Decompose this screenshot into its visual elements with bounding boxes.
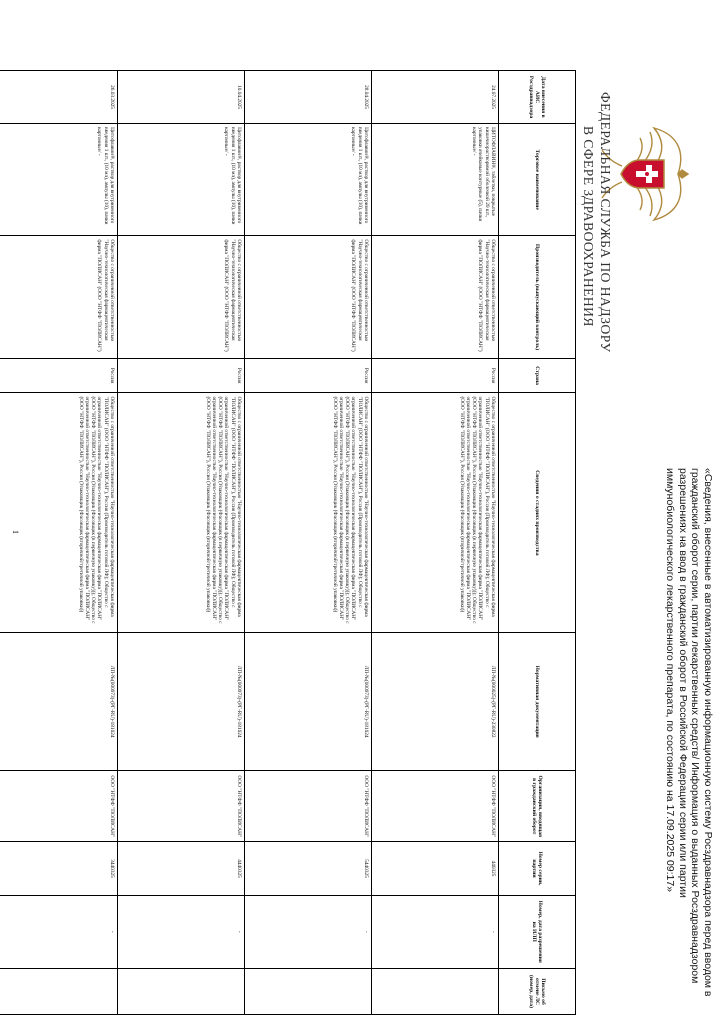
cell-norm-doc: ЛП-№(000973)-(РГ-RU)-181024 [118, 633, 245, 771]
cell-stages: Общество с ограниченной ответственностью "Научно-технологическая фармацевтическая фирма "ПОЛИСАН" (ООО "НТФФ "ПОЛИСАН"), Россия (Производитель готовой ЛФ); Общество с ограниченной ответственностью "Научно-технологическая фармацевтическая фирма "ПОЛИСАН" (ООО "НТФФ "ПОЛИСАН"), Россия (Упаковщик (Фасовщик (в первичную упаковку))); Общество с ограниченной ответственностью "Научно-технологическая фармацевтическая фирма "ПОЛИСАН" (ООО "НТФФ "ПОЛИСАН"), Россия (Упаковщик (Фасовщик (вторичной/третичной упаковки)) [245, 393, 372, 633]
agency-name-line1: ФЕДЕРАЛЬНАЯ СЛУЖБА ПО НАДЗОРУ [598, 92, 613, 353]
cell-batch: 440325 [372, 842, 499, 895]
cell-organization: ООО "НТФФ "ПОЛИСАН" [245, 771, 372, 842]
cell-ilp-permit: - [118, 895, 245, 968]
cell-country: Россия [372, 358, 499, 393]
col-header-organization: Организация, вводящая в гражданский оборот [499, 771, 576, 842]
cell-date: 26.03.2025 [0, 71, 118, 124]
col-header-batch: Номер серии, партии [499, 842, 576, 895]
cell-organization: ООО "НТФФ "ПОЛИСАН" [0, 771, 118, 842]
cell-batch: 4440325 [118, 842, 245, 895]
col-header-country: Страна [499, 358, 576, 393]
cell-manufacturer: Общество с ограниченной ответственностью "Научно-технологическая фармацевтическая фирма "ПОЛИСАН" (ООО "НТФФ "ПОЛИСАН") [118, 236, 245, 358]
col-header-trade-name: Торговое наименование [499, 124, 576, 236]
cell-country: Россия [118, 358, 245, 393]
cell-norm-doc: ЛП-№(000025)-(РГ-RU)-230822 [372, 633, 499, 771]
cell-stages: Общество с ограниченной ответственностью "Научно-технологическая фармацевтическая фирма "ПОЛИСАН" (ООО "НТФФ "ПОЛИСАН"), Россия (Производитель готовой ЛФ); Общество с ограниченной ответственностью "Научно-технологическая фармацевтическая фирма "ПОЛИСАН" (ООО "НТФФ "ПОЛИСАН"), Россия (Упаковщик (Фасовщик (в первичную упаковку))); Общество с ограниченной ответственностью "Научно-технологическая фармацевтическая фирма "ПОЛИСАН" (ООО "НТФФ "ПОЛИСАН"), Россия (Упаковщик (Фасовщик (вторичной/третичной упаковки)) [372, 393, 499, 633]
cell-cancel-letter [118, 969, 245, 1015]
table-row [372, 71, 499, 1015]
cell-country: Россия [0, 358, 118, 393]
col-header-stages: Сведения о стадиях производства [499, 393, 576, 633]
col-header-manufacturer: Производитель (выпускающий контроль) [499, 236, 576, 358]
cell-stages: Общество с ограниченной ответственностью "Научно-технологическая фармацевтическая фирма "ПОЛИСАН" (ООО "НТФФ "ПОЛИСАН"), Россия (Производитель готовой ЛФ); Общество с ограниченной ответственностью "Научно-технологическая фармацевтическая фирма "ПОЛИСАН" (ООО "НТФФ "ПОЛИСАН"), Россия (Упаковщик (Фасовщик (в первичную упаковку))); Общество с ограниченной ответственностью "Научно-технологическая фармацевтическая фирма "ПОЛИСАН" (ООО "НТФФ "ПОЛИСАН"), Россия (Упаковщик (Фасовщик (вторичной/третичной упаковки)) [118, 393, 245, 633]
cell-organization: ООО "НТФФ "ПОЛИСАН" [372, 771, 499, 842]
cell-manufacturer: Общество с ограниченной ответственностью "Научно-технологическая фармацевтическая фирма "ПОЛИСАН" (ООО "НТФФ "ПОЛИСАН") [245, 236, 372, 358]
cell-date: 10.04.2025 [118, 71, 245, 124]
col-header-cancel-letter: Письмо об отмене ЛС (номер, дата) [499, 969, 576, 1015]
cell-trade-name: Цитофлавин®, раствор для внутривенного введения 1 шт., (10 мл), ампулы (10), пачки картонные/ - [0, 124, 118, 236]
table-header-row [499, 71, 576, 1015]
page-number: 1 [11, 530, 20, 534]
cell-cancel-letter [245, 969, 372, 1015]
col-header-ilp-permit: Номер, дата разрешения на ИЛП [499, 895, 576, 968]
col-header-date: Дата внесения в АИС Росздравнадзора [499, 71, 576, 124]
cell-trade-name: Цитофлавин®, раствор для внутривенного введения 1 шт., (10 мл), ампулы (10), пачки картонные/ - [118, 124, 245, 236]
cell-cancel-letter [0, 969, 118, 1015]
agency-name-line2: В СФЕРЕ ЗДРАВООХРАНЕНИЯ [581, 126, 596, 327]
cell-stages: Общество с ограниченной ответственностью "Научно-технологическая фармацевтическая фирма "ПОЛИСАН" (ООО "НТФФ "ПОЛИСАН"), Россия (Производитель готовой ЛФ); Общество с ограниченной ответственностью "Научно-технологическая фармацевтическая фирма "ПОЛИСАН" (ООО "НТФФ "ПОЛИСАН"), Россия (Упаковщик (Фасовщик (в первичную упаковку))); Общество с ограниченной ответственностью "Научно-технологическая фармацевтическая фирма "ПОЛИСАН" (ООО "НТФФ "ПОЛИСАН"), Россия (Упаковщик (Фасовщик (вторичной/третичной упаковки)) [0, 393, 118, 633]
cell-cancel-letter [372, 969, 499, 1015]
table-row [0, 71, 118, 1015]
cell-batch: 5440325 [245, 842, 372, 895]
cell-batch: 3440325 [0, 842, 118, 895]
table-row [245, 71, 372, 1015]
agency-name [580, 92, 614, 512]
cell-organization: ООО "НТФФ "ПОЛИСАН" [118, 771, 245, 842]
cell-manufacturer: Общество с ограниченной ответственностью "Научно-технологическая фармацевтическая фирма "ПОЛИСАН" (ООО "НТФФ "ПОЛИСАН") [372, 236, 499, 358]
cell-norm-doc: ЛП-№(000973)-(РГ-RU)-181024 [0, 633, 118, 771]
cell-date: 24.07.2025 [372, 71, 499, 124]
cell-manufacturer: Общество с ограниченной ответственностью "Научно-технологическая фармацевтическая фирма "ПОЛИСАН" (ООО "НТФФ "ПОЛИСАН") [0, 236, 118, 358]
cell-date: 28.04.2025 [245, 71, 372, 124]
registry-table [0, 70, 576, 1015]
cell-ilp-permit: - [372, 895, 499, 968]
cell-norm-doc: ЛП-№(000973)-(РГ-RU)-181024 [245, 633, 372, 771]
cell-trade-name: Цитофлавин®, раствор для внутривенного введения 1 шт., (10 мл), ампулы (10), пачки картонные/ - [245, 124, 372, 236]
table-row [118, 71, 245, 1015]
cell-trade-name: ЦИТОФЛАВИН®, таблетки, покрытые кишечнорастворимой оболочкой 20 шт., упаковки ячейковые контурные (5), пачки картонные/ - [372, 124, 499, 236]
col-header-norm-doc: Нормативная документация [499, 633, 576, 771]
cell-country: Россия [245, 358, 372, 393]
cell-ilp-permit: - [245, 895, 372, 968]
cell-ilp-permit: - [0, 895, 118, 968]
document-title: «Сведения, внесенные в автоматизированную информационную систему Росздравнадзора перед вводом в гражданский оборот серии, партии лекарственных средств/ Информация о выданных Росздравнадзором разрешениях на ввод в гражданский оборот в Российской Федерации серии или партии иммунобиологического лекарственного препарата, по состоянию на 17.09.2025 09:17» [664, 468, 714, 997]
